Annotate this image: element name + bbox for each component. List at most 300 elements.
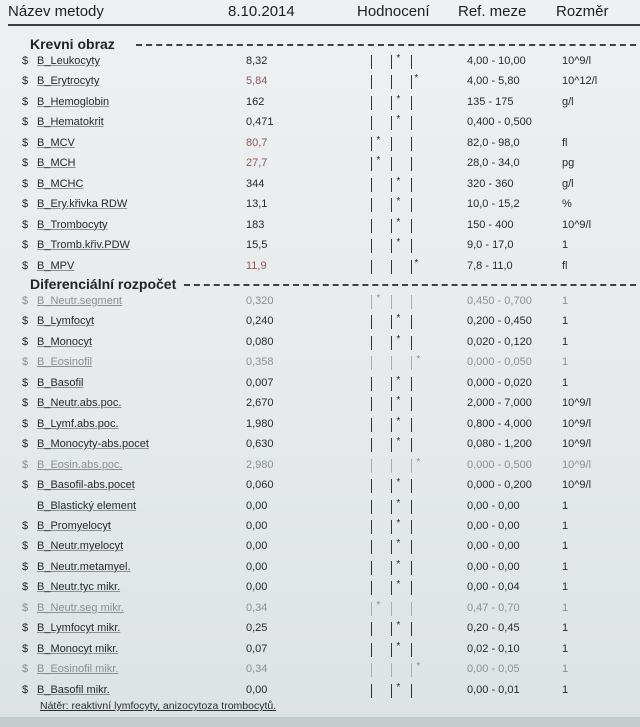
reference-range: 0,00 - 0,00 [467, 519, 520, 532]
reference-range: 150 - 400 [467, 218, 514, 231]
result-row [0, 72, 640, 92]
flag-marker: $ [22, 642, 29, 655]
reference-range: 0,000 - 0,500 [467, 458, 532, 471]
gauge-bar [391, 500, 392, 514]
gauge-marker: * [396, 538, 400, 550]
flag-marker: $ [22, 581, 29, 594]
gauge-bar [411, 96, 412, 110]
gauge-bar [391, 157, 392, 171]
gauge-bar [371, 520, 372, 534]
flag-marker: $ [22, 397, 29, 410]
flag-marker: $ [22, 376, 29, 389]
gauge-bar [371, 315, 372, 329]
gauge-bar [371, 116, 372, 130]
gauge-marker: * [396, 477, 400, 489]
gauge-bar [411, 219, 412, 233]
gauge-bar [371, 55, 372, 69]
gauge-bar [371, 459, 372, 473]
rating-gauge [363, 558, 425, 578]
result-row [0, 640, 640, 660]
test-unit: 1 [562, 499, 569, 512]
test-name: B_Lymfocyt [37, 315, 95, 328]
gauge-bar [371, 336, 372, 350]
gauge-bar [411, 500, 412, 514]
test-unit: 10^9/l [562, 218, 592, 231]
test-value: 15,5 [246, 239, 268, 252]
gauge-bar [411, 561, 412, 575]
rating-gauge [363, 537, 425, 557]
gauge-bar [371, 622, 372, 636]
gauge-bar [391, 397, 392, 411]
test-name: B_MCV [37, 136, 75, 149]
test-unit: 1 [562, 560, 569, 573]
result-row [0, 619, 640, 639]
flag-marker: $ [22, 458, 29, 471]
test-unit: 1 [562, 356, 569, 369]
result-row [0, 113, 640, 133]
gauge-bar [411, 137, 412, 151]
test-unit: pg [562, 157, 575, 170]
rating-gauge [363, 154, 425, 174]
test-unit: 10^9/l [562, 458, 592, 471]
test-value: 183 [246, 218, 265, 231]
result-row [0, 52, 640, 72]
flag-marker: $ [22, 540, 29, 553]
reference-range: 135 - 175 [467, 95, 514, 108]
gauge-bar [411, 540, 412, 554]
test-name: B_Eosinofil mikr. [37, 663, 119, 676]
gauge-bar [391, 581, 392, 595]
test-unit: 10^12/l [562, 75, 598, 88]
reference-range: 320 - 360 [467, 177, 514, 190]
test-value: 0,00 [246, 581, 268, 594]
gauge-marker: * [396, 415, 400, 427]
gauge-bar [391, 438, 392, 452]
test-value: 0,358 [246, 356, 274, 369]
result-row [0, 292, 640, 312]
reference-range: 28,0 - 34,0 [467, 157, 520, 170]
test-value: 80,7 [246, 136, 268, 149]
gauge-bar [391, 561, 392, 575]
gauge-bar [371, 96, 372, 110]
col-date-header: 8.10.2014 [228, 3, 295, 20]
reference-range: 0,47 - 0,70 [467, 601, 520, 614]
flag-marker: $ [22, 601, 29, 614]
result-row [0, 681, 640, 701]
flag-marker: $ [22, 335, 29, 348]
rating-gauge [363, 72, 425, 92]
gauge-bar [391, 198, 392, 212]
gauge-bar [391, 377, 392, 391]
gauge-bar [371, 198, 372, 212]
flag-marker: $ [22, 560, 29, 573]
rating-gauge [363, 681, 425, 701]
result-row [0, 435, 640, 455]
gauge-marker: * [396, 333, 400, 345]
test-name: B_Neutr.abs.poc. [37, 397, 122, 410]
section-divider [184, 284, 636, 286]
result-row [0, 353, 640, 373]
test-unit: 1 [562, 295, 569, 307]
test-unit: 1 [562, 315, 569, 328]
test-unit: 1 [562, 581, 569, 594]
table-header [0, 0, 640, 26]
gauge-bar [411, 520, 412, 534]
test-name: B_Lymfocyt mikr. [37, 622, 121, 635]
test-unit: 10^9/l [562, 397, 592, 410]
result-row [0, 333, 640, 353]
test-value: 0,34 [246, 601, 268, 614]
test-name: B_MPV [37, 259, 75, 272]
rating-gauge [363, 113, 425, 133]
reference-range: 0,00 - 0,05 [467, 663, 520, 676]
test-name: B_Tromb.křiv.PDW [37, 239, 130, 252]
test-name: B_Trombocyty [37, 218, 108, 231]
test-name: B_MCH [37, 157, 76, 170]
section-divider [136, 44, 636, 46]
test-name: B_Eosin.abs.poc. [37, 458, 123, 471]
flag-marker: $ [22, 218, 29, 231]
test-unit: 1 [562, 601, 569, 614]
gauge-bar [391, 96, 392, 110]
flag-marker: $ [22, 622, 29, 635]
result-row [0, 394, 640, 414]
reference-range: 0,20 - 0,45 [467, 622, 520, 635]
gauge-bar [391, 684, 392, 698]
gauge-bar [391, 643, 392, 657]
gauge-marker: * [396, 196, 400, 208]
gauge-bar [391, 520, 392, 534]
section-title: Krevni obraz [30, 36, 115, 52]
test-value: 344 [246, 177, 265, 190]
gauge-bar [391, 602, 392, 616]
result-row [0, 558, 640, 578]
test-value: 0,630 [246, 438, 274, 451]
gauge-bar [411, 178, 412, 192]
test-name: B_Neutr.tyc mikr. [37, 581, 121, 594]
gauge-marker: * [414, 73, 418, 85]
test-value: 2,670 [246, 397, 274, 410]
gauge-marker: * [396, 620, 400, 632]
gauge-bar [391, 55, 392, 69]
test-value: 0,07 [246, 642, 268, 655]
gauge-marker: * [416, 661, 420, 673]
test-name: B_Hematokrit [37, 116, 104, 129]
gauge-bar [411, 75, 412, 89]
col-rating-header: Hodnocení [357, 3, 430, 20]
gauge-bar [411, 377, 412, 391]
result-row [0, 374, 640, 394]
reference-range: 0,000 - 0,050 [467, 356, 532, 369]
gauge-bar [371, 178, 372, 192]
gauge-bar [391, 295, 392, 309]
test-value: 0,25 [246, 622, 268, 635]
rating-gauge [363, 497, 425, 517]
footer-note: Nátěr: reaktivní lymfocyty, anizocytoza trombocytů. [40, 700, 277, 712]
test-name: B_Basofil-abs.pocet [37, 479, 135, 492]
gauge-bar [371, 643, 372, 657]
gauge-bar [391, 178, 392, 192]
flag-marker: $ [22, 55, 29, 67]
reference-range: 0,00 - 0,00 [467, 499, 520, 512]
result-row [0, 537, 640, 557]
gauge-bar [411, 684, 412, 698]
flag-marker: $ [22, 136, 29, 149]
test-name: B_Hemoglobin [37, 95, 110, 108]
gauge-bar [371, 418, 372, 432]
gauge-bar [411, 116, 412, 130]
test-value: 0,00 [246, 540, 268, 553]
result-row [0, 195, 640, 215]
test-name: B_Neutr.seg mikr. [37, 601, 124, 614]
test-value: 0,34 [246, 663, 268, 676]
test-unit: 1 [562, 376, 569, 389]
gauge-bar [411, 602, 412, 616]
test-value: 27,7 [246, 157, 268, 170]
gauge-bar [371, 356, 372, 370]
rating-gauge [363, 236, 425, 256]
test-name: B_Lymf.abs.poc. [37, 417, 119, 430]
rating-gauge [363, 134, 425, 154]
rating-gauge [363, 175, 425, 195]
gauge-marker: * [376, 155, 380, 167]
test-unit: 1 [562, 335, 569, 348]
reference-range: 0,800 - 4,000 [467, 417, 532, 430]
test-unit: g/l [562, 95, 574, 108]
gauge-marker: * [396, 681, 400, 693]
rating-gauge [363, 415, 425, 435]
gauge-marker: * [396, 517, 400, 529]
gauge-marker: * [396, 53, 400, 64]
gauge-marker: * [396, 114, 400, 126]
gauge-bar [391, 540, 392, 554]
test-name: B_Promyelocyt [37, 519, 111, 532]
gauge-bar [411, 397, 412, 411]
result-row [0, 578, 640, 598]
gauge-bar [411, 260, 412, 274]
test-value: 1,980 [246, 417, 274, 430]
reference-range: 0,00 - 0,00 [467, 540, 520, 553]
gauge-bar [391, 315, 392, 329]
gauge-bar [371, 581, 372, 595]
reference-range: 9,0 - 17,0 [467, 239, 514, 252]
flag-marker: $ [22, 239, 29, 252]
gauge-bar [371, 500, 372, 514]
gauge-bar [411, 55, 412, 69]
gauge-bar [411, 315, 412, 329]
rating-gauge [363, 374, 425, 394]
test-name: B_MCHC [37, 177, 84, 190]
reference-range: 0,450 - 0,700 [467, 295, 532, 307]
gauge-bar [411, 622, 412, 636]
result-row [0, 497, 640, 517]
rating-gauge [363, 394, 425, 414]
rating-gauge [363, 292, 425, 312]
rating-gauge [363, 257, 425, 277]
flag-marker: $ [22, 116, 29, 129]
test-name: B_Erytrocyty [37, 75, 100, 88]
flag-marker: $ [22, 75, 29, 88]
gauge-bar [411, 336, 412, 350]
rating-gauge [363, 476, 425, 496]
result-row [0, 216, 640, 236]
gauge-bar [411, 198, 412, 212]
reference-range: 2,000 - 7,000 [467, 397, 532, 410]
test-value: 0,060 [246, 479, 274, 492]
gauge-bar [411, 479, 412, 493]
test-value: 0,320 [246, 295, 274, 307]
gauge-marker: * [396, 93, 400, 105]
gauge-bar [371, 540, 372, 554]
result-row [0, 175, 640, 195]
gauge-bar [391, 137, 392, 151]
test-name: B_Monocyty-abs.pocet [37, 438, 149, 451]
gauge-bar [391, 116, 392, 130]
flag-marker: $ [22, 315, 29, 328]
test-value: 13,1 [246, 198, 268, 211]
test-unit: 1 [562, 683, 569, 696]
col-unit-header: Rozměr [556, 3, 609, 20]
col-name-header: Název metody [8, 3, 104, 20]
test-value: 0,00 [246, 683, 268, 696]
gauge-bar [371, 377, 372, 391]
reference-range: 4,00 - 5,80 [467, 75, 520, 88]
gauge-bar [391, 479, 392, 493]
test-unit: 1 [562, 540, 569, 553]
gauge-bar [391, 239, 392, 253]
gauge-bar [371, 219, 372, 233]
test-value: 2,980 [246, 458, 274, 471]
flag-marker: $ [22, 259, 29, 272]
test-name: B_Basofil mikr. [37, 683, 110, 696]
gauge-bar [371, 663, 372, 677]
gauge-bar [391, 336, 392, 350]
test-unit: 1 [562, 622, 569, 635]
rating-gauge [363, 195, 425, 215]
gauge-bar [391, 418, 392, 432]
test-value: 5,84 [246, 75, 268, 88]
gauge-bar [371, 684, 372, 698]
result-row [0, 154, 640, 174]
result-row [0, 476, 640, 496]
reference-range: 4,00 - 10,00 [467, 55, 526, 67]
gauge-bar [371, 239, 372, 253]
test-value: 0,00 [246, 519, 268, 532]
flag-marker: $ [22, 683, 29, 696]
reference-range: 0,00 - 0,00 [467, 560, 520, 573]
reference-range: 0,000 - 0,020 [467, 376, 532, 389]
rating-gauge [363, 333, 425, 353]
gauge-marker: * [396, 640, 400, 652]
test-unit: fl [562, 259, 568, 272]
result-row [0, 660, 640, 680]
reference-range: 10,0 - 15,2 [467, 198, 520, 211]
gauge-bar [371, 157, 372, 171]
gauge-bar [391, 260, 392, 274]
test-unit: 1 [562, 663, 569, 676]
rating-gauge [363, 216, 425, 236]
gauge-bar [411, 239, 412, 253]
gauge-bar [391, 663, 392, 677]
rating-gauge [363, 52, 425, 72]
test-unit: % [562, 198, 572, 211]
reference-range: 0,020 - 0,120 [467, 335, 532, 348]
gauge-bar [411, 418, 412, 432]
result-row [0, 236, 640, 256]
test-value: 0,00 [246, 499, 268, 512]
gauge-marker: * [396, 313, 400, 325]
gauge-bar [411, 643, 412, 657]
gauge-marker: * [416, 354, 420, 366]
flag-marker: $ [22, 438, 29, 451]
test-unit: 10^9/l [562, 438, 592, 451]
test-value: 8,32 [246, 55, 268, 67]
rating-gauge [363, 578, 425, 598]
test-unit: 1 [562, 239, 569, 252]
section-title: Diferenciální rozpočet [30, 276, 177, 292]
rating-gauge [363, 456, 425, 476]
rating-gauge [363, 517, 425, 537]
flag-marker: $ [22, 295, 29, 307]
reference-range: 0,00 - 0,01 [467, 683, 520, 696]
test-name: B_Neutr.segment [37, 295, 122, 307]
gauge-marker: * [376, 599, 380, 611]
gauge-bar [371, 479, 372, 493]
gauge-bar [371, 397, 372, 411]
test-name: B_Neutr.myelocyt [37, 540, 124, 553]
gauge-bar [391, 75, 392, 89]
test-name: B_Monocyt mikr. [37, 642, 119, 655]
gauge-marker: * [414, 257, 418, 269]
gauge-bar [411, 581, 412, 595]
test-name: B_Blastický element [37, 499, 137, 512]
gauge-bar [371, 260, 372, 274]
test-value: 0,471 [246, 116, 274, 129]
reference-range: 7,8 - 11,0 [467, 259, 513, 272]
test-name: B_Ery.křivka RDW [37, 198, 128, 211]
page-bottom-edge [0, 717, 640, 727]
gauge-bar [411, 157, 412, 171]
result-row [0, 312, 640, 332]
test-value: 11,9 [246, 259, 267, 272]
test-value: 0,080 [246, 335, 274, 348]
reference-range: 0,02 - 0,10 [467, 642, 520, 655]
flag-marker: $ [22, 95, 29, 108]
result-row [0, 257, 640, 277]
flag-marker: $ [22, 157, 29, 170]
rating-gauge [363, 353, 425, 373]
gauge-bar [371, 295, 372, 309]
gauge-marker: * [396, 497, 400, 509]
reference-range: 0,080 - 1,200 [467, 438, 532, 451]
test-name: B_Monocyt [37, 335, 93, 348]
gauge-marker: * [396, 579, 400, 591]
test-name: B_Basofil [37, 376, 84, 389]
rating-gauge [363, 435, 425, 455]
gauge-bar [391, 622, 392, 636]
gauge-bar [371, 75, 372, 89]
test-value: 0,240 [246, 315, 274, 328]
rating-gauge [363, 640, 425, 660]
test-unit: 10^9/l [562, 479, 592, 492]
gauge-marker: * [396, 175, 400, 187]
gauge-bar [411, 459, 412, 473]
test-unit: fl [562, 136, 568, 149]
col-ref-header: Ref. meze [458, 3, 527, 20]
gauge-marker: * [396, 237, 400, 249]
test-name: B_Neutr.metamyel. [37, 560, 131, 573]
rating-gauge [363, 660, 425, 680]
